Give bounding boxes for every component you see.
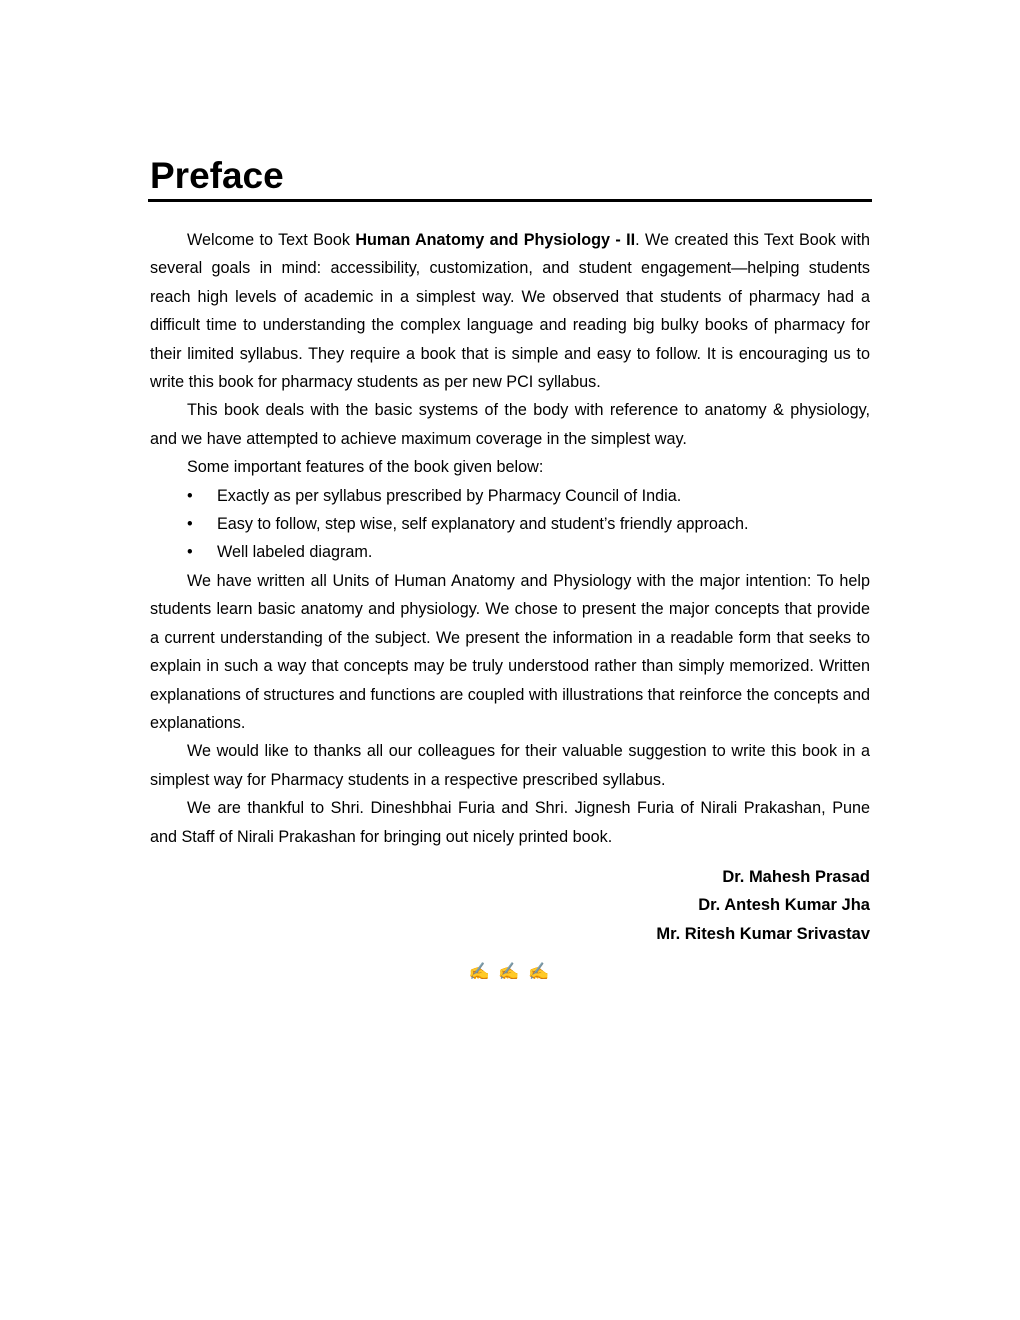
intention-paragraph: We have written all Units of Human Anatomy and Physiology with the major intention: To help students learn basic anatomy and physiology. We chose to present the major concepts that provide a current understanding of the subject. We present the information in a readable form that seeks to explain in such a way that concepts may be truly understood rather than simply memorized. Written explanations of structures and functions are coupled with illustrations that reinforce the concepts and explanations. <box>150 571 870 732</box>
bullet-icon: • <box>187 486 193 505</box>
feature-text: Exactly as per syllabus prescribed by Pharmacy Council of India. <box>217 486 682 505</box>
author-name: Mr. Ritesh Kumar Srivastav <box>656 924 870 943</box>
intro-text-rest: . We created this Text Book with several goals in mind: accessibility, customization, and student engagement—helping students reach high levels of academic in a simplest way. We observed that students of pharmacy had a difficult time to understanding the complex language and reading big bulky books of pharmacy for their limited syllabus. They require a book that is simple and easy to follow. It is encouraging us to write this book for pharmacy students as per new PCI syllabus. <box>150 231 870 392</box>
thanks-paragraph: We would like to thanks all our colleagues for their valuable suggestion to write this book in a simplest way for Pharmacy students in a respective prescribed syllabus. <box>150 742 870 789</box>
author-name: Dr. Mahesh Prasad <box>722 867 870 886</box>
intro-paragraph <box>150 226 870 396</box>
bullet-icon: • <box>187 543 193 562</box>
list-item <box>187 538 870 566</box>
feature-text: Easy to follow, step wise, self explanatory and student’s friendly approach. <box>217 515 749 534</box>
scope-paragraph: This book deals with the basic systems of the body with reference to anatomy & physiology, and we have attempted to achieve maximum coverage in the simplest way. <box>150 401 870 448</box>
preface-page <box>150 152 870 982</box>
intro-text-start: Welcome to Text Book <box>187 231 356 249</box>
list-item <box>187 482 870 510</box>
author-signatures <box>150 863 870 948</box>
features-intro: Some important features of the book given below: <box>187 458 544 477</box>
writing-hand-icon: ✍ ✍ ✍ <box>468 962 552 982</box>
feature-text: Well labeled diagram. <box>217 543 373 562</box>
book-title-bold: Human Anatomy and Physiology - II <box>355 231 636 249</box>
author-name: Dr. Antesh Kumar Jha <box>698 896 870 915</box>
features-list <box>150 482 870 567</box>
publisher-thanks-paragraph: We are thankful to Shri. Dineshbhai Furia and Shri. Jignesh Furia of Nirali Prakashan, Pune and Staff of Nirali Prakashan for bringing out nicely printed book. <box>150 799 870 846</box>
list-item <box>187 510 870 538</box>
page-title: Preface <box>150 155 284 196</box>
bullet-icon: • <box>187 515 193 534</box>
